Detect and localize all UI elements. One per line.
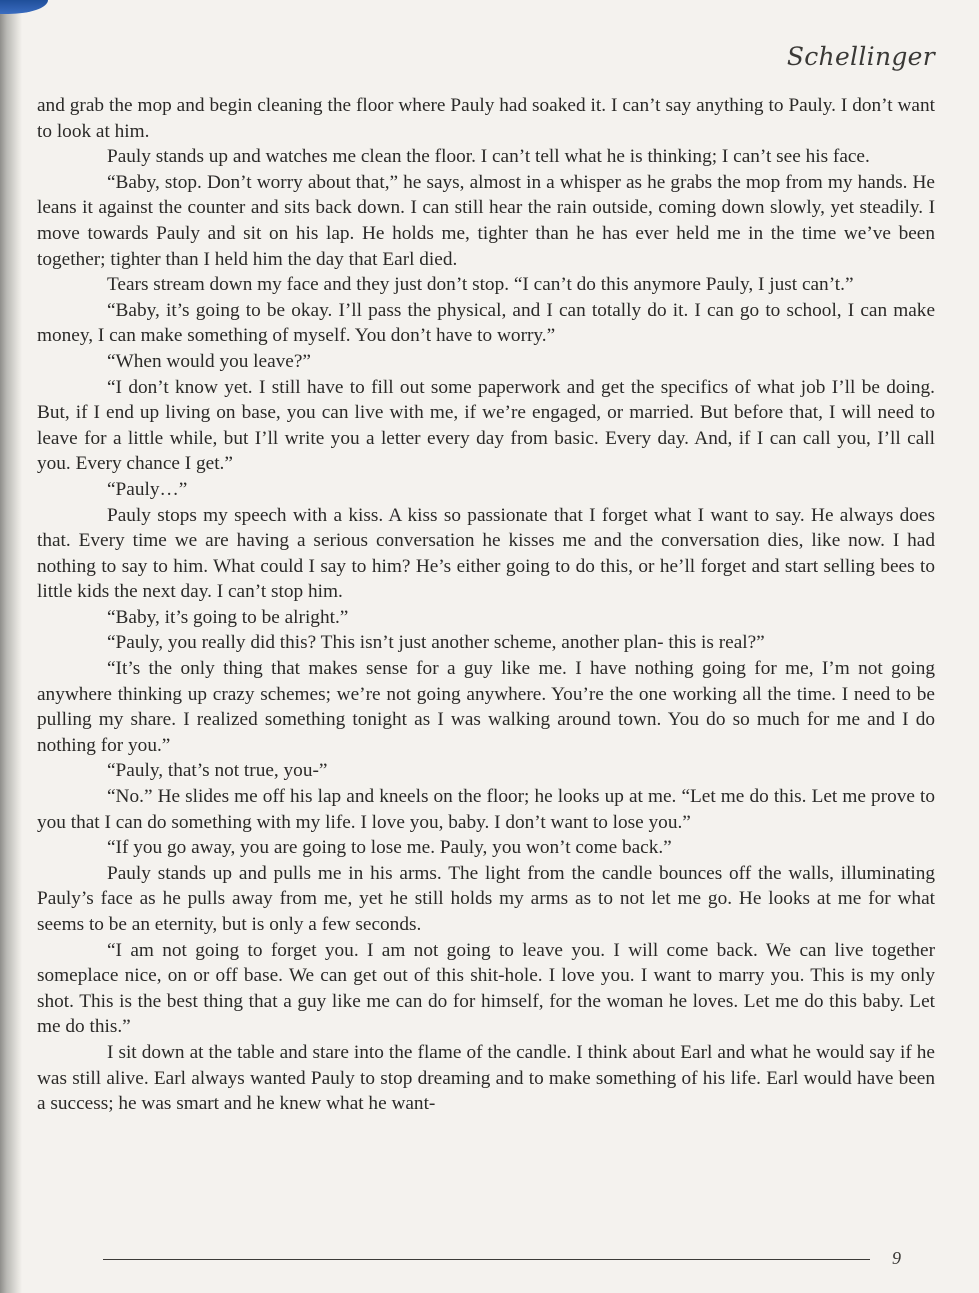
paragraph: and grab the mop and begin cleaning the floor where Pauly had soaked it. I can’t say anything to Pauly. I don’t want to look at him. — [37, 95, 935, 142]
paragraph: “It’s the only thing that makes sense for a guy like me. I have nothing going for me, I’m not going anywhere thinking up crazy schemes; we’re not going anywhere. You’re the one working all the time. I need to be pulling my share. I realized something tonight as I was walking around town. You do so much for me and I do nothing for you.” — [37, 658, 935, 756]
paragraph: “Pauly…” — [107, 478, 188, 500]
paragraph: “Baby, it’s going to be okay. I’ll pass the physical, and I can totally do it. I can go to school, I can make money, I can make something of myself. You don’t have to worry.” — [37, 299, 935, 347]
paragraph: “No.” He slides me off his lap and kneels on the floor; he looks up at me. “Let me do this. Let me prove to you that I can do something with my life. I love you, baby. I don’t want to lose you.” — [37, 786, 935, 833]
paragraph: I sit down at the table and stare into the flame of the candle. I think about Earl and what he would say if he was still alive. Earl always wanted Pauly to stop dreaming and to make something of his life. Earl would have been a success; he was smart and he knew what he want- — [37, 1041, 935, 1115]
footer-rule — [103, 1259, 870, 1260]
paragraph: “When would you leave?” — [107, 350, 311, 372]
paragraph: “Baby, stop. Don’t worry about that,” he says, almost in a whisper as he grabs the mop from my hands. He leans it against the counter and sits back down. I can still hear the rain outside, coming down slowly, yet steadily. I move towards Pauly and sit on his lap. He holds me, tighter than he has ever held me in the time we’ve been together; tighter than I held him the day that Earl died. — [37, 171, 935, 270]
paragraph: “Pauly, you really did this? This isn’t just another scheme, another plan- this is real?” — [107, 632, 765, 654]
page-number: 9 — [892, 1248, 901, 1268]
paragraph: “Pauly, that’s not true, you-” — [107, 760, 328, 782]
paragraph: Pauly stops my speech with a kiss. A kiss so passionate that I forget what I want to say. He always does that. Every time we are having a serious conversation he kisses me and the conversation dies, like now. I had nothing to say to him. What could I say to him? He’s either going to do this, or he’ll forget and start selling bees to little kids the next day. I can’t stop him. — [37, 504, 935, 603]
paragraph: Tears stream down my face and they just don’t stop. “I can’t do this anymore Pauly, I just can’t.” — [107, 274, 854, 296]
paragraph: “I don’t know yet. I still have to fill out some paperwork and get the specifics of what job I’ll be doing. But, if I end up living on base, you can live with me, if we’re engaged, or married. But before that, I will need to leave for a little while, but I’ll write you a letter every day from basic. Every day. And, if I can call you, I’ll call you. Every chance I get.” — [37, 376, 935, 475]
story-text-block — [37, 93, 935, 1117]
paragraph: Pauly stands up and pulls me in his arms. The light from the candle bounces off the walls, illuminating Pauly’s face as he pulls away from me, yet he still holds my arms as to not let me go. He looks at me for what seems to be an eternity, but is only a few seconds. — [37, 862, 935, 935]
running-head-author: Schellinger — [786, 42, 935, 71]
paragraph: “Baby, it’s going to be alright.” — [107, 606, 349, 628]
page-binding-shadow — [0, 0, 22, 1293]
paragraph: “I am not going to forget you. I am not going to leave you. I will come back. We can live together someplace nice, on or off base. We can get out of this shit-hole. I love you. I want to marry you. This is my only shot. This is the best thing that a guy like me can do for himself, for the woman he loves. Let me do this baby. Let me do this.” — [37, 939, 935, 1038]
paragraph: “If you go away, you are going to lose me. Pauly, you won’t come back.” — [107, 837, 672, 859]
corner-color-mark — [0, 0, 48, 14]
paragraph: Pauly stands up and watches me clean the floor. I can’t tell what he is thinking; I can’t see his face. — [107, 146, 870, 168]
